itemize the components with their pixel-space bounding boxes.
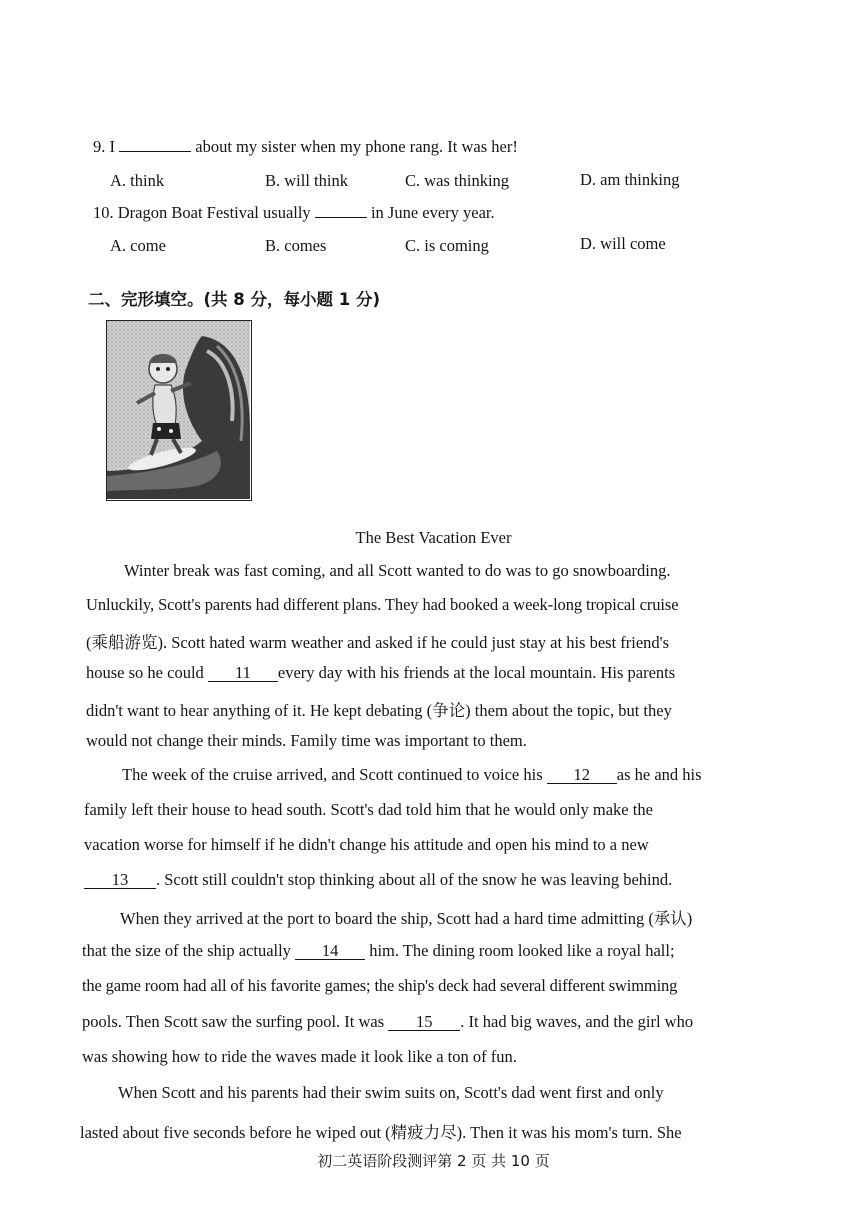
question-9	[93, 137, 518, 157]
passage-line-10-post: . Scott still couldn't stop thinking about all of the snow he was leaving behind.	[156, 870, 673, 889]
question-10	[93, 203, 495, 223]
passage-line-17: lasted about five seconds before he wiped out (精疲力尽). Then it was his mom's turn. She	[80, 1123, 682, 1142]
question-10-option-b: B. comes	[265, 236, 327, 255]
section-heading: 二、完形填空。(共 8 分，每小题 1 分)	[88, 290, 381, 309]
passage-line-9: vacation worse for himself if he didn't change his attitude and open his mind to a new	[84, 835, 649, 854]
passage-line-1: Winter break was fast coming, and all Scott wanted to do was to go snowboarding.	[124, 561, 671, 580]
passage-line-4-pre: house so he could	[86, 663, 208, 682]
passage-line-14-pre: pools. Then Scott saw the surfing pool. It was	[82, 1012, 389, 1031]
surfer-wave-image	[107, 321, 250, 499]
question-10-stem: 10. Dragon Boat Festival usually	[93, 203, 311, 222]
question-9-option-c: C. was thinking	[405, 171, 510, 190]
question-9-option-d: D. am thinking	[580, 170, 680, 189]
question-9-blank	[119, 137, 191, 152]
surfer-illustration	[106, 320, 252, 501]
passage-line-4	[86, 663, 675, 683]
blank-12: 12	[547, 767, 617, 784]
passage-line-12-pre: that the size of the ship actually	[82, 941, 296, 960]
passage-line-10	[84, 870, 672, 890]
passage-line-5: didn't want to hear anything of it. He kept debating (争论) them about the topic, but they	[86, 701, 672, 720]
passage-line-6: would not change their minds. Family time was important to them.	[86, 731, 527, 750]
blank-13: 13	[84, 872, 156, 889]
question-9-option-b: B. will think	[265, 171, 348, 190]
passage-title: The Best Vacation Ever	[355, 528, 512, 547]
passage-line-15: was showing how to ride the waves made it look like a ton of fun.	[82, 1047, 517, 1066]
question-10-tail: in June every year.	[370, 203, 495, 222]
question-9-tail: about my sister when my phone rang. It was her!	[195, 137, 518, 156]
passage-line-12	[82, 941, 675, 961]
blank-11: 11	[208, 665, 278, 682]
page-footer: 初二英语阶段测评第 2 页 共 10 页	[317, 1152, 550, 1170]
passage-line-7-pre: The week of the cruise arrived, and Scott continued to voice his	[122, 765, 547, 784]
passage-line-7	[122, 765, 702, 785]
question-9-option-a: A. think	[110, 171, 165, 190]
passage-line-2: Unluckily, Scott's parents had different plans. They had booked a week-long tropical cruise	[86, 595, 679, 614]
passage-line-3: (乘船游览). Scott hated warm weather and asked if he could just stay at his best friend's	[86, 633, 670, 652]
blank-14: 14	[295, 943, 365, 960]
passage-line-16: When Scott and his parents had their swim suits on, Scott's dad went first and only	[118, 1083, 664, 1102]
passage-line-4-post: every day with his friends at the local mountain. His parents	[277, 663, 676, 682]
passage-line-13: the game room had all of his favorite games; the ship's deck had several different swimming	[82, 976, 678, 995]
question-9-stem: 9. I	[93, 137, 115, 156]
blank-15: 15	[388, 1014, 460, 1031]
question-10-option-a: A. come	[110, 236, 166, 255]
question-10-blank	[315, 203, 367, 218]
passage-line-7-post: as he and his	[616, 765, 702, 784]
question-10-option-c: C. is coming	[405, 236, 489, 255]
passage-line-8: family left their house to head south. Scott's dad told him that he would only make the	[84, 800, 653, 819]
passage-line-14-post: . It had big waves, and the girl who	[460, 1012, 694, 1031]
question-10-option-d: D. will come	[580, 234, 666, 253]
passage-line-11: When they arrived at the port to board the ship, Scott had a hard time admitting (承认)	[120, 909, 693, 928]
passage-line-12-post: him. The dining room looked like a royal hall;	[365, 941, 675, 960]
passage-line-14	[82, 1012, 693, 1032]
